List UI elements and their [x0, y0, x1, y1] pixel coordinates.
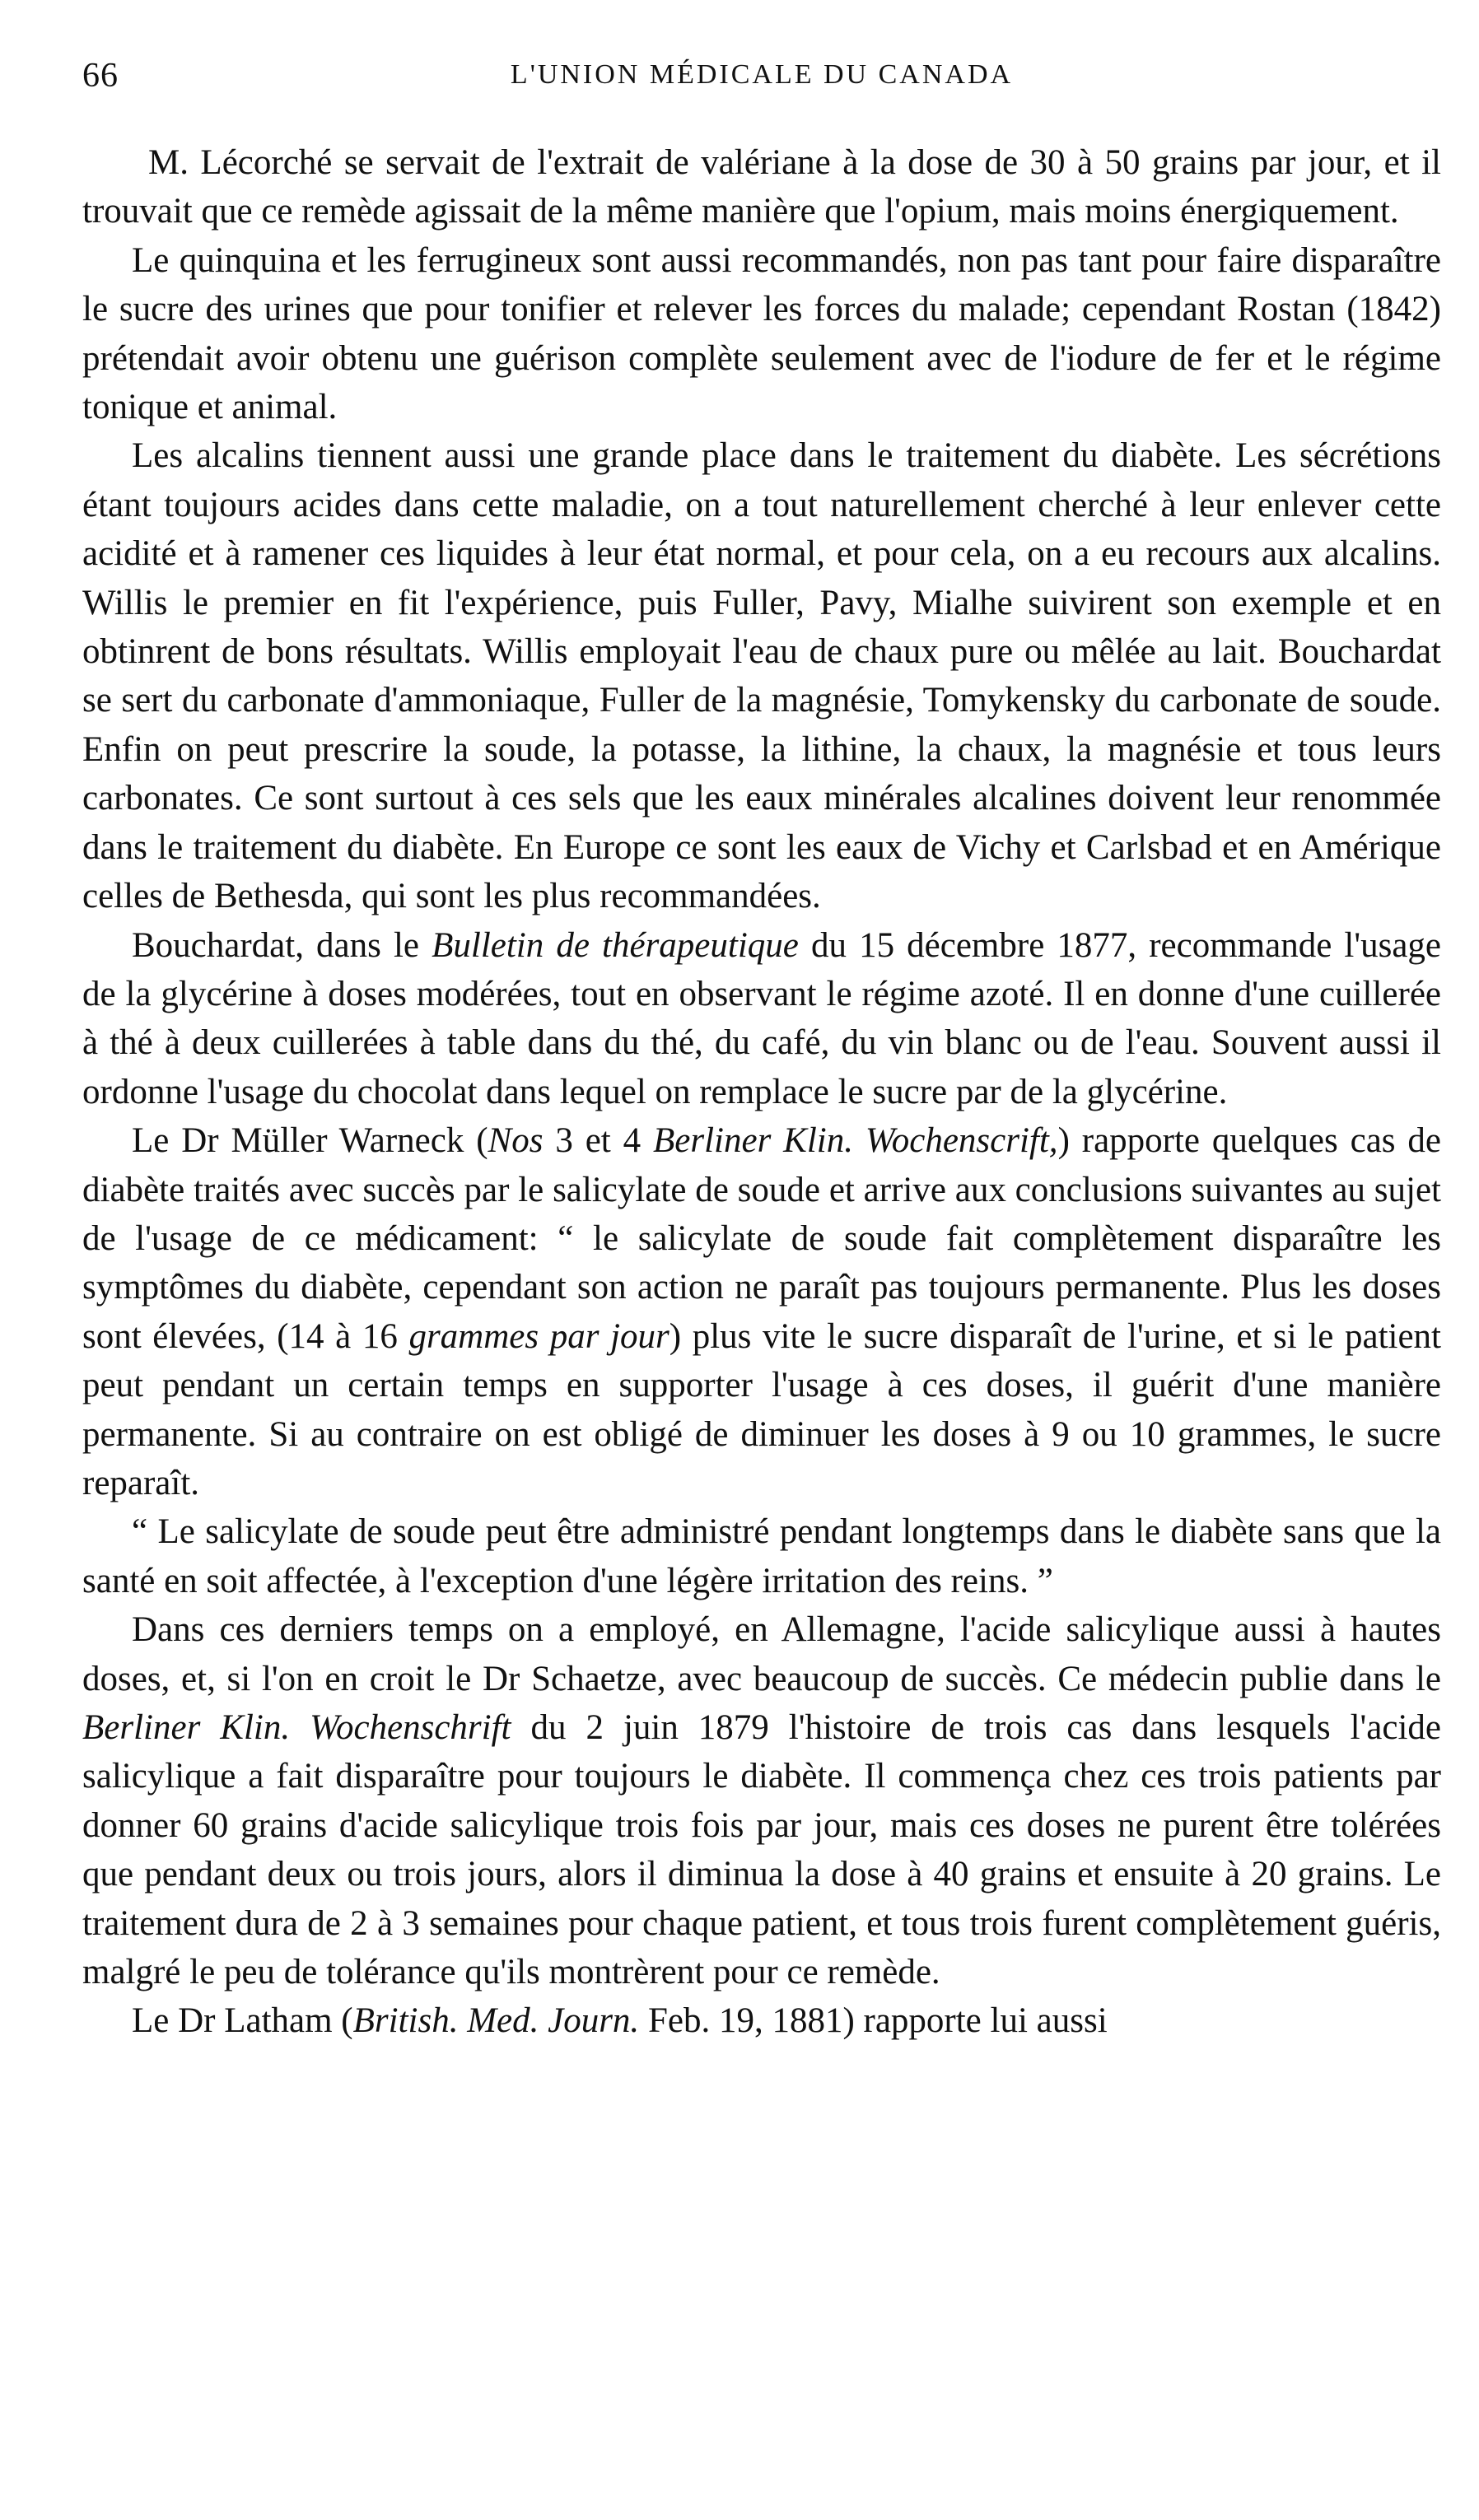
paragraph	[82, 1605, 1441, 1996]
text-run: Le Dr Latham (	[132, 2001, 353, 2041]
page-number: 66	[82, 57, 119, 95]
italic-text: British. Med. Journ.	[352, 2001, 640, 2041]
italic-text: grammes par jour	[408, 1316, 670, 1356]
text-run: M. Lécorché se servait de l'extrait de valériane à la dose de 30 à 50 grains par jour, et il trouvait que ce remède agissait de la même manière que l'opium, mais moins énergiquement.	[82, 143, 1441, 231]
italic-text: Bulletin de thérapeutique	[432, 925, 799, 965]
paragraph	[82, 1996, 1441, 2045]
text-run: “ Le salicylate de soude peut être administré pendant longtemps dans le diabète sans que la santé en soit affectée, à l'exception d'une légère irritation des reins. ”	[82, 1512, 1441, 1600]
text-run: Bouchardat, dans le	[132, 925, 432, 965]
text-run: Le quinquina et les ferrugineux sont aussi recommandés, non pas tant pour faire disparaître le sucre des urines que pour tonifier et relever les forces du malade; cependant Rostan (1842) prétendait avoir obtenu une guérison complète seulement avec de l'iodure de fer et le régime tonique et animal.	[82, 240, 1441, 427]
text-run: 3 et 4	[543, 1121, 653, 1161]
text-run: ) plus vite le sucre disparaît de l'urine, et si le patient peut pendant un certain temps en supporter l'usage à ces doses, il guérit d'une manière permanente. Si au contraire on est obligé de diminuer les doses à 9 ou 10 grammes, le sucre reparaît.	[82, 1316, 1442, 1502]
text-run: Dans ces derniers temps on a employé, en Allemagne, l'acide salicylique aussi à hautes doses, et, si l'on en croit le Dr Schaetze, avec beaucoup de succès. Ce médecin publie dans le	[82, 1610, 1441, 1698]
italic-text: Berliner Klin. Wochenschrift	[82, 1708, 511, 1747]
paragraph	[82, 431, 1441, 920]
text-run: Les alcalins tiennent aussi une grande place dans le traitement du diabète. Les sécrétions étant toujours acides dans cette maladie, on a tout naturellement cherché à leur enlever cette acidité et à ramener ces liquides à leur état normal, et pour cela, on a eu recours aux alcalins. Willis le premier en fit l'expérience, puis Fuller, Pavy, Mialhe suivirent son exemple et en obtinrent de bons résultats. Willis employait l'eau de chaux pure ou mêlée au lait. Bouchardat se sert du carbonate d'ammoniaque, Fuller de la magnésie, Tomykensky du carbonate de soude. Enfin on peut prescrire la soude, la potasse, la lithine, la chaux, la magnésie et tous leurs carbonates. Ce sont surtout à ces sels que les eaux minérales alcalines doivent leur renommée dans le traitement du diabète. En Europe ce sont les eaux de Vichy et Carlsbad et en Amérique celles de Bethesda, qui sont les plus recommandées.	[82, 436, 1441, 916]
text-run: du 2 juin 1879 l'histoire de trois cas dans lesquels l'acide salicylique a fait disparaître pour toujours le diabète. Il commença chez ces trois patients par donner 60 grains d'acide salicylique trois fois par jour, mais ces doses ne purent être tolérées que pendant deux ou trois jours, alors il diminua la dose à 40 grains et ensuite à 20 grains. Le traitement dura de 2 à 3 semaines pour chaque patient, et tous trois furent complètement guéris, malgré le peu de tolérance qu'ils montrèrent pour ce remède.	[82, 1708, 1441, 1992]
running-title: L'UNION MÉDICALE DU CANADA	[510, 59, 1014, 90]
paragraph	[82, 1507, 1441, 1605]
body-text	[82, 138, 1441, 2046]
paragraph	[82, 236, 1441, 432]
paragraph	[82, 138, 1441, 236]
paragraph	[82, 921, 1441, 1117]
text-run: du 15 décembre 1877, recommande l'usage de la glycérine à doses modérées, tout en observant le régime azoté. Il en donne d'une cuillerée à thé à deux cuillerées à table dans du thé, du café, du vin blanc ou de l'eau. Souvent aussi il ordonne l'usage du chocolat dans lequel on remplace le sucre par de la glycérine.	[82, 925, 1441, 1111]
italic-text: Nos	[488, 1121, 544, 1161]
text-run: ) rapporte quelques cas de diabète traités avec succès par le salicylate de soude et arrive aux conclusions suivantes au sujet de l'usage de ce médicament: “ le salicylate de soude fait complètement disparaître les symptômes du diabète, cependant son action ne paraît pas toujours permanente. Plus les doses sont élevées, (14 à 16	[82, 1121, 1441, 1356]
text-run: Le Dr Müller Warneck (	[132, 1121, 488, 1161]
page-header	[82, 56, 1441, 105]
paragraph	[82, 1116, 1441, 1507]
text-run: Feb. 19, 1881) rapporte lui aussi	[639, 2001, 1108, 2041]
italic-text: Berliner Klin. Wochenscrift,	[653, 1121, 1058, 1161]
